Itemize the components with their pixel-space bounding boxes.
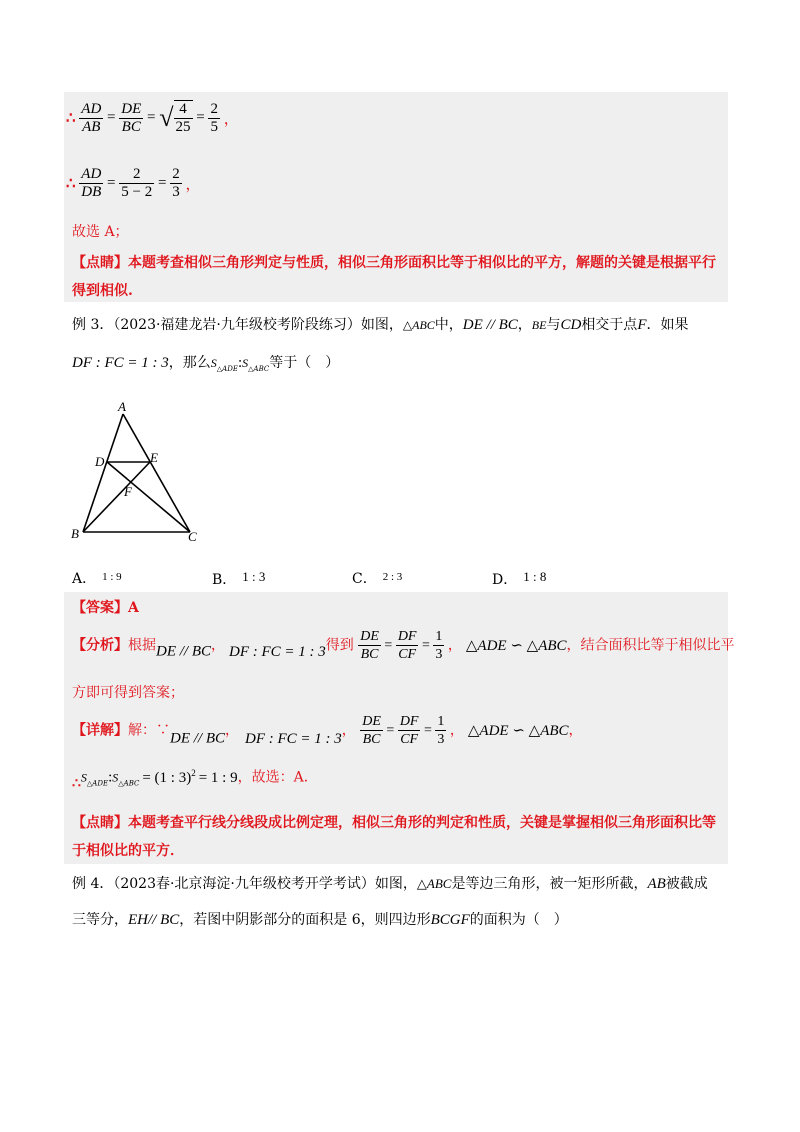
fraction-chain-detail: $\frac{DE}{BC}$ = $\frac{DF}{CF}$ = $\frac{1}{3}$: [362, 714, 445, 747]
choose-answer-a: 故选 A；: [72, 224, 129, 240]
option-c[interactable]: C． $^{2 : 3}$: [352, 571, 403, 587]
option-d[interactable]: D． 1 : 8: [492, 569, 547, 588]
detail-line-2: $\therefore S_{\triangle ADE}:S_{\triangle ABC} = (1$ : 3)$^2$ = 1 : 9，故选：A．: [72, 768, 318, 792]
fraction-2-3: $\frac{2}{3}$: [172, 166, 180, 200]
comment3-line-1: 【点睛】本题考查平行线分线段成比例定理，相似三角形的判定和性质，关键是掌握相似三角形面积比等: [72, 815, 716, 831]
fraction-2-over-5-minus-2: $\frac{2}{5 - 2}$: [121, 166, 153, 200]
detail-tag: 【详解】: [72, 722, 128, 739]
fraction-2-5: $\frac{2}{5}$: [210, 100, 218, 135]
label-a: A: [118, 400, 126, 414]
label-f: F: [124, 484, 132, 499]
sqrt-4-25: √ $\frac{4}{25}$: [159, 101, 191, 135]
equation-ratio-ad-ab: ∴ $\frac{AD}{AB}$ = $\frac{DE}{BC}$ = √ $\frac{4}{25}$ = $\frac{2}{5}$ ，: [66, 100, 239, 135]
fraction-ad-ab: $\frac{AD}{AB}$: [81, 100, 102, 135]
comment-line-2: 得到相似.: [72, 283, 133, 299]
option-b[interactable]: B． 1 : 3: [212, 569, 266, 588]
comment-line-1: 【点睛】本题考查相似三角形判定与性质，相似三角形面积比等于相似比的平方，解题的关键是根据平行: [72, 255, 716, 271]
equation-ratio-ad-db: ∴ $\frac{AD}{DB}$ = $\frac{2}{5 - 2}$ = $\frac{2}{3}$ ，: [66, 166, 201, 200]
segment-ac: [123, 414, 190, 532]
analysis-tag: 【分析】: [72, 637, 128, 654]
detail-line-1: 【详解】解：∵DE // BC， DF : FC = 1 : 3， $\frac{DE}{BC}$ = $\frac{DF}{CF}$ = $\frac{1}{3}$ ， △ADE ∽ △ABC，: [72, 714, 583, 747]
fraction-ad-db: $\frac{AD}{DB}$: [81, 166, 102, 200]
label-e: E: [150, 450, 158, 465]
option-a[interactable]: A． $^{1 : 9}$: [72, 571, 122, 587]
example4-line2: 三等分，EH// BC，若图中阴影部分的面积是 6，则四边形BCGF的面积为（ ）: [72, 912, 568, 928]
label-b: B: [71, 526, 79, 541]
comment-tag: 【点睛】: [72, 255, 128, 271]
triangle-figure: [66, 400, 216, 548]
label-d: D: [95, 454, 105, 469]
label-c: C: [188, 529, 197, 544]
therefore-symbol: ∴: [66, 110, 76, 127]
segment-ab: [83, 414, 123, 532]
fraction-de-bc: $\frac{DE}{BC}$: [121, 100, 142, 135]
example3-line1: 例 3．（2023·福建龙岩·九年级校考阶段练习）如图，△ABC中，DE // BC，BE与CD相交于点F．如果: [72, 317, 689, 333]
comment3-tag: 【点睛】: [72, 815, 128, 831]
analysis-line-1: 【分析】根据DE // BC， DF : FC = 1 : 3得到 $\frac{DE}{BC}$ = $\frac{DF}{CF}$ = $\frac{1}{3}$ ， △ADE ∽ △ABC，结合面积比等于相似比平: [72, 629, 735, 662]
segment-be: [83, 462, 150, 532]
answer-tag: 【答案】: [72, 600, 128, 616]
example3-line2: DF : FC = 1 : 3，那么$S_{\triangle ADE}:S_{\triangle ABC}$等于（ ）: [72, 355, 340, 373]
answer-line: 【答案】A: [72, 600, 139, 616]
example4-line1: 例 4．（2023春·北京海淀·九年级校考开学考试）如图，△ABC是等边三角形，被一矩形所截，AB被截成: [72, 876, 708, 892]
segment-cd: [107, 462, 190, 532]
analysis-line-2: 方即可得到答案；: [72, 685, 184, 701]
comment3-line-2: 于相似比的平方．: [72, 843, 184, 859]
fraction-chain-analysis: $\frac{DE}{BC}$ = $\frac{DF}{CF}$ = $\frac{1}{3}$: [360, 629, 443, 662]
